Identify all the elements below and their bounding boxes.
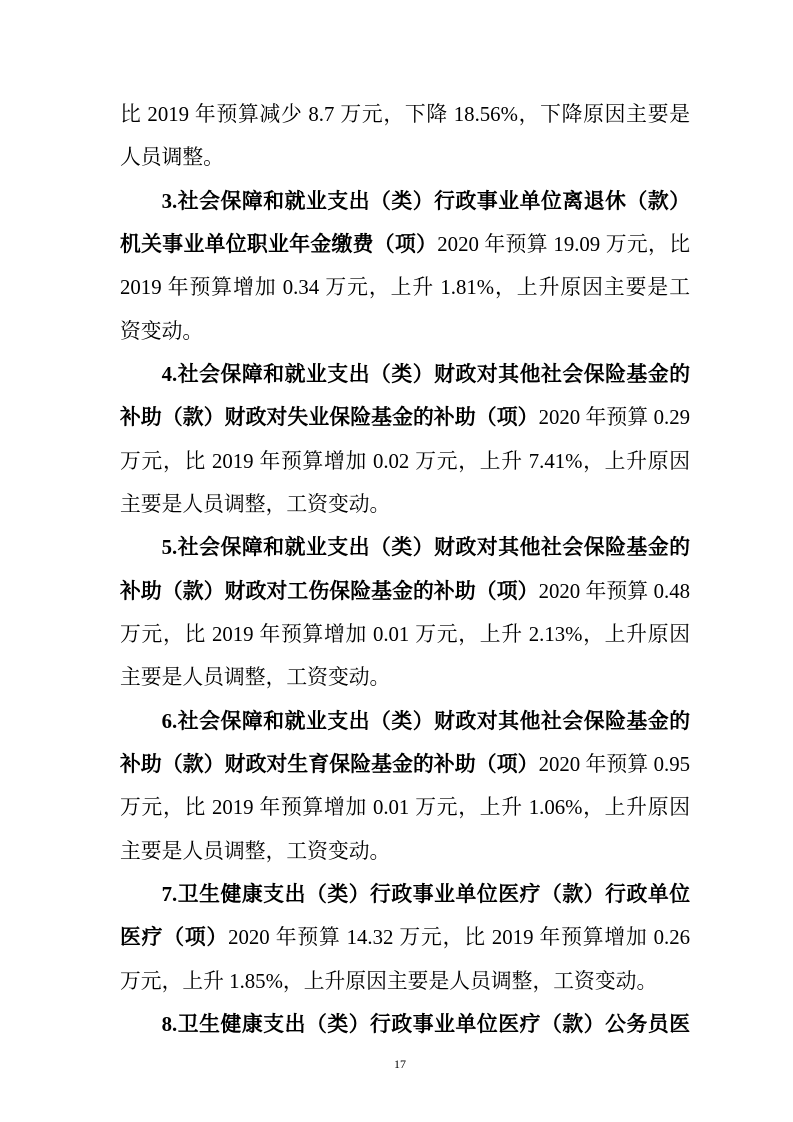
body-text: 2020 年预算 0.95 bbox=[538, 752, 690, 776]
body-text: 万元，上升 1.85%，上升原因主要是人员调整，工资变动。 bbox=[120, 969, 658, 993]
body-text: 万元，比 2019 年预算增加 0.02 万元，上升 7.41%，上升原因 bbox=[120, 449, 690, 473]
item-heading: 补助（款）财政对失业保险基金的补助（项） bbox=[120, 406, 539, 430]
paragraph-item-4 bbox=[120, 353, 690, 526]
body-text: 主要是人员调整，工资变动。 bbox=[120, 492, 391, 516]
paragraph-item-6 bbox=[120, 700, 690, 873]
item-heading: 8.卫生健康支出（类）行政事业单位医疗（款）公务员医 bbox=[161, 1012, 690, 1036]
text-line bbox=[120, 830, 690, 873]
item-heading: 6.社会保障和就业支出（类）财政对其他社会保险基金的 bbox=[161, 709, 690, 733]
text-line bbox=[120, 570, 690, 613]
text-line bbox=[120, 916, 690, 959]
item-heading: 补助（款）财政对生育保险基金的补助（项） bbox=[120, 752, 539, 776]
body-text: 主要是人员调整，工资变动。 bbox=[120, 839, 391, 863]
paragraph-item-3 bbox=[120, 180, 690, 353]
item-heading: 补助（款）财政对工伤保险基金的补助（项） bbox=[120, 579, 539, 603]
paragraph-item-5 bbox=[120, 526, 690, 699]
body-text: 2020 年预算 14.32 万元，比 2019 年预算增加 0.26 bbox=[228, 926, 690, 950]
body-text: 2020 年预算 19.09 万元，比 bbox=[437, 232, 691, 256]
paragraph-item-8 bbox=[120, 1003, 690, 1046]
body-text: 万元，比 2019 年预算增加 0.01 万元，上升 2.13%，上升原因 bbox=[120, 622, 690, 646]
text-line bbox=[120, 960, 690, 1003]
body-text: 主要是人员调整，工资变动。 bbox=[120, 666, 391, 690]
paragraph-continued bbox=[120, 93, 690, 180]
text-line bbox=[120, 353, 690, 396]
body-text: 万元，比 2019 年预算增加 0.01 万元，上升 1.06%，上升原因 bbox=[120, 796, 690, 820]
body-text: 人员调整。 bbox=[120, 146, 224, 170]
item-heading: 机关事业单位职业年金缴费（项） bbox=[120, 232, 438, 256]
item-heading: 5.社会保障和就业支出（类）财政对其他社会保险基金的 bbox=[161, 536, 690, 560]
page-number: 17 bbox=[394, 1057, 406, 1071]
text-line bbox=[120, 873, 690, 916]
text-line bbox=[120, 310, 690, 353]
text-line bbox=[120, 743, 690, 786]
text-line bbox=[120, 223, 690, 266]
text-line bbox=[120, 266, 690, 309]
text-line bbox=[120, 396, 690, 439]
text-line bbox=[120, 93, 690, 136]
item-heading: 7.卫生健康支出（类）行政事业单位医疗（款）行政单位 bbox=[161, 882, 690, 906]
paragraph-item-7 bbox=[120, 873, 690, 1003]
text-line bbox=[120, 656, 690, 699]
body-text: 2020 年预算 0.48 bbox=[538, 579, 690, 603]
text-line bbox=[120, 613, 690, 656]
text-line bbox=[120, 483, 690, 526]
text-line bbox=[120, 1003, 690, 1046]
text-line bbox=[120, 786, 690, 829]
text-line bbox=[120, 700, 690, 743]
document-body bbox=[120, 93, 690, 1046]
body-text: 2020 年预算 0.29 bbox=[538, 406, 690, 430]
text-line bbox=[120, 526, 690, 569]
item-heading: 医疗（项） bbox=[120, 926, 229, 950]
text-line bbox=[120, 440, 690, 483]
text-line bbox=[120, 180, 690, 223]
body-text: 资变动。 bbox=[120, 319, 204, 343]
item-heading: 3.社会保障和就业支出（类）行政事业单位离退休（款） bbox=[161, 189, 690, 213]
text-line bbox=[120, 136, 690, 179]
item-heading: 4.社会保障和就业支出（类）财政对其他社会保险基金的 bbox=[161, 362, 690, 386]
body-text: 2019 年预算增加 0.34 万元，上升 1.81%，上升原因主要是工 bbox=[120, 276, 690, 300]
body-text: 比 2019 年预算减少 8.7 万元，下降 18.56%，下降原因主要是 bbox=[120, 103, 690, 126]
